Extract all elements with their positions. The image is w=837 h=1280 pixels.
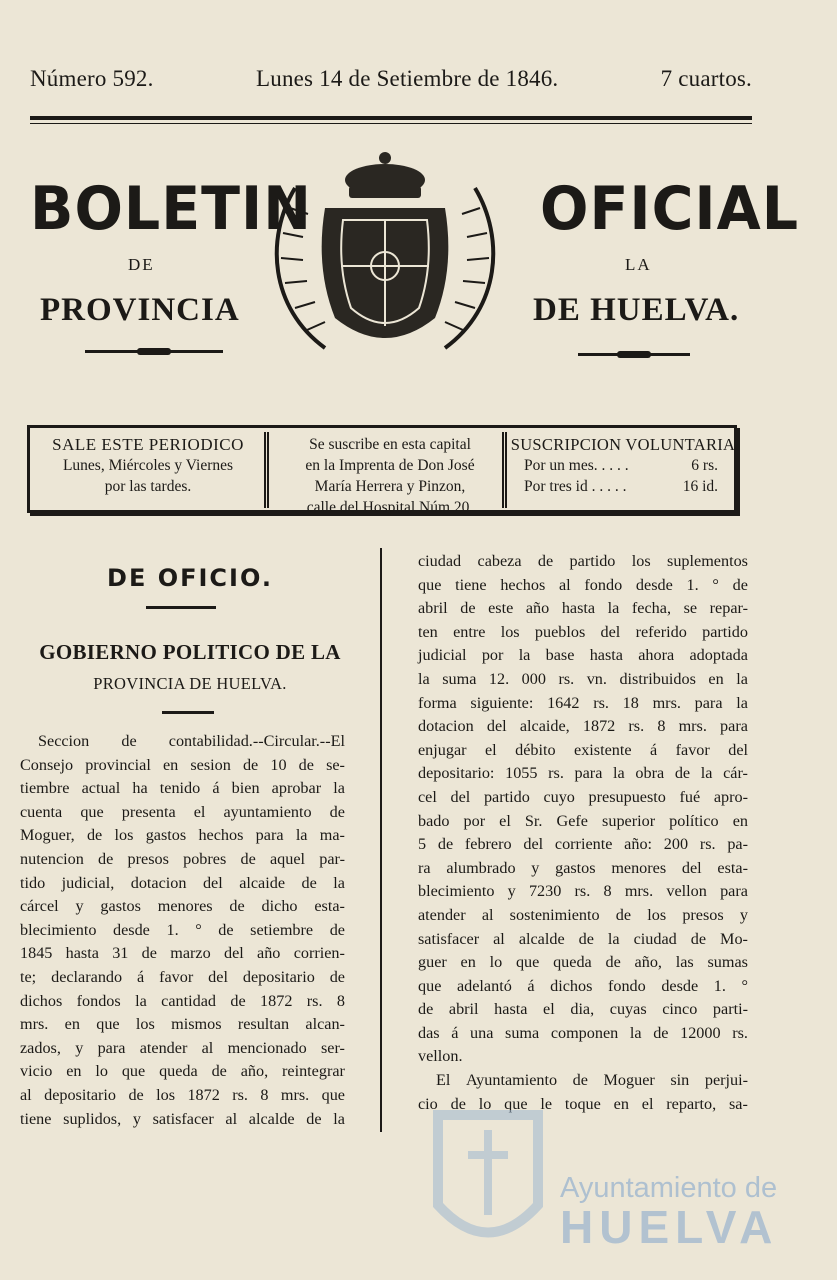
price-value: 6 rs. — [691, 457, 718, 474]
subheading-rule — [162, 711, 214, 714]
masthead-rule — [30, 116, 752, 120]
title-de-huelva: DE HUELVA. — [533, 292, 740, 328]
address-line: en la Imprenta de Don José — [305, 457, 475, 474]
title-la: LA — [625, 255, 652, 274]
price-label: Por un mes. . . . . — [524, 457, 629, 474]
text-line: tiene suplidos, y satisfacer al alcalde de la — [20, 1109, 345, 1128]
text-line: blecimiento y 7230 rs. 8 mrs. vellon para — [418, 882, 748, 901]
gobierno-heading: GOBIERNO POLITICO DE LA — [39, 640, 341, 664]
title-provincia: PROVINCIA — [40, 292, 240, 328]
title-de: DE — [128, 255, 155, 274]
title-ornament-left — [85, 350, 223, 353]
text-line: dichos fondos la cantidad de 1872 rs. 8 — [20, 991, 345, 1010]
text-line: das á una suma componen la de 12000 rs. — [418, 1023, 748, 1042]
text-line: zados, y para atender al mencionado ser- — [20, 1038, 345, 1057]
issue-price: 7 cuartos. — [660, 66, 752, 91]
text-line: ra alumbrado y gastos menores del esta- — [418, 858, 748, 877]
title-boletin: BOLETIN — [30, 174, 312, 244]
text-line: 5 de febrero del corriente año: 200 rs. pa- — [418, 835, 748, 854]
watermark-line1: Ayuntamiento de — [560, 1172, 778, 1204]
text-line: Consejo provincial en sesion de 10 de se- — [20, 755, 345, 774]
issue-date: Lunes 14 de Setiembre de 1846. — [256, 66, 559, 91]
text-line: vellon. — [418, 1047, 463, 1066]
text-line: que adelantó á dichos fondo desde 1. ° — [418, 976, 748, 995]
column-divider — [380, 548, 382, 1132]
text-line: enjugar el débito existente á favor del — [418, 740, 748, 759]
masthead — [30, 66, 752, 102]
text-line: bado por el Sr. Gefe superior político en — [418, 811, 748, 830]
price-row — [510, 455, 736, 476]
publication-schedule — [36, 434, 260, 497]
schedule-heading: SALE ESTE PERIODICO — [52, 435, 244, 454]
text-line: nutencion de presos pobres de aquel par- — [20, 849, 345, 868]
text-line: 1845 hasta 31 de marzo del año corrien- — [20, 944, 345, 963]
subscription-address — [276, 434, 504, 518]
coat-of-arms-icon — [255, 148, 515, 363]
schedule-time: por las tardes. — [104, 478, 192, 495]
issue-number: Número 592. — [30, 66, 154, 91]
section-de-oficio: DE OFICIO. — [107, 564, 273, 592]
text-line: tido judicial, dotacion del alcaide de la — [20, 873, 345, 892]
text-line: al depositario de los 1872 rs. 8 mrs. que — [20, 1085, 345, 1104]
text-line: cárcel y gastos menores de dicho esta- — [20, 897, 345, 916]
text-line: cel del partido cuyo presupuesto fué apro- — [418, 787, 748, 806]
text-line: Seccion de contabilidad.--Circular.--El — [38, 732, 345, 750]
subscription-prices — [510, 434, 736, 497]
text-line: de abril hasta el dia, cuyas cinco parti- — [418, 1000, 748, 1019]
text-line: judicial por la base hasta ahora adoptada — [418, 646, 748, 665]
text-line: blecimiento desde 1. ° de setiembre de — [20, 920, 345, 939]
text-line: vicio en lo que queda de año, reintegrar — [20, 1062, 345, 1081]
title-oficial: OFICIAL — [540, 174, 800, 244]
text-line: tiembre actual ha tenido á bien aprobar la — [20, 779, 345, 798]
address-line: María Herrera y Pinzon, — [314, 478, 466, 495]
left-column-text — [20, 730, 345, 1131]
price-label: Por tres id . . . . . — [524, 478, 627, 495]
text-line: ciudad cabeza de partido los suplementos — [418, 552, 748, 570]
provincia-subheading: PROVINCIA DE HUELVA. — [93, 674, 287, 693]
text-line: guer en lo que queda de año, las sumas — [418, 953, 748, 972]
masthead-rule-thin — [30, 123, 752, 124]
text-line: mrs. en que los mismos resultan alcan- — [20, 1015, 345, 1034]
price-row — [510, 476, 736, 497]
watermark-line2: HUELVA — [560, 1201, 779, 1253]
address-line: Se suscribe en esta capital — [309, 436, 471, 453]
section-rule — [146, 606, 216, 609]
text-line: ten entre los pueblos del referido partido — [418, 622, 748, 641]
subscription-info-box — [27, 425, 737, 516]
text-line: cio de lo que le toque en el reparto, sa- — [418, 1094, 748, 1113]
text-line: cuenta que presenta el ayuntamiento de — [20, 802, 345, 821]
info-divider — [502, 432, 507, 508]
text-line: depositario: 1055 rs. para la obra de la cár- — [418, 764, 748, 783]
text-line: Moguer, de los gastos hechos para la ma- — [20, 826, 345, 845]
text-line: que tiene hechos al fondo desde 1. ° de — [418, 575, 748, 594]
info-divider — [264, 432, 269, 508]
text-line: El Ayuntamiento de Moguer sin perjui- — [436, 1071, 748, 1090]
text-line: te; declarando á favor del depositario de — [20, 967, 345, 986]
address-line: calle del Hospital Núm 20. — [306, 499, 474, 516]
text-line: atender al sostenimiento de los presos y — [418, 905, 748, 924]
text-line: abril de este año hasta la fecha, se repar- — [418, 599, 748, 618]
text-line: dotacion del alcaide, 1872 rs. 8 mrs. para — [418, 717, 748, 736]
right-column-text — [418, 550, 748, 1116]
text-line: forma siguiente: 1642 rs. 18 mrs. para la — [418, 693, 748, 712]
title-ornament-right — [578, 353, 690, 356]
schedule-days: Lunes, Miércoles y Viernes — [62, 457, 234, 474]
prices-heading: SUSCRIPCION VOLUNTARIA — [510, 435, 736, 454]
text-line: la suma 12. 000 rs. vn. distribuidos en la — [418, 669, 748, 688]
price-value: 16 id. — [682, 478, 718, 495]
text-line: satisfacer al alcalde de la ciudad de Mo- — [418, 929, 748, 948]
